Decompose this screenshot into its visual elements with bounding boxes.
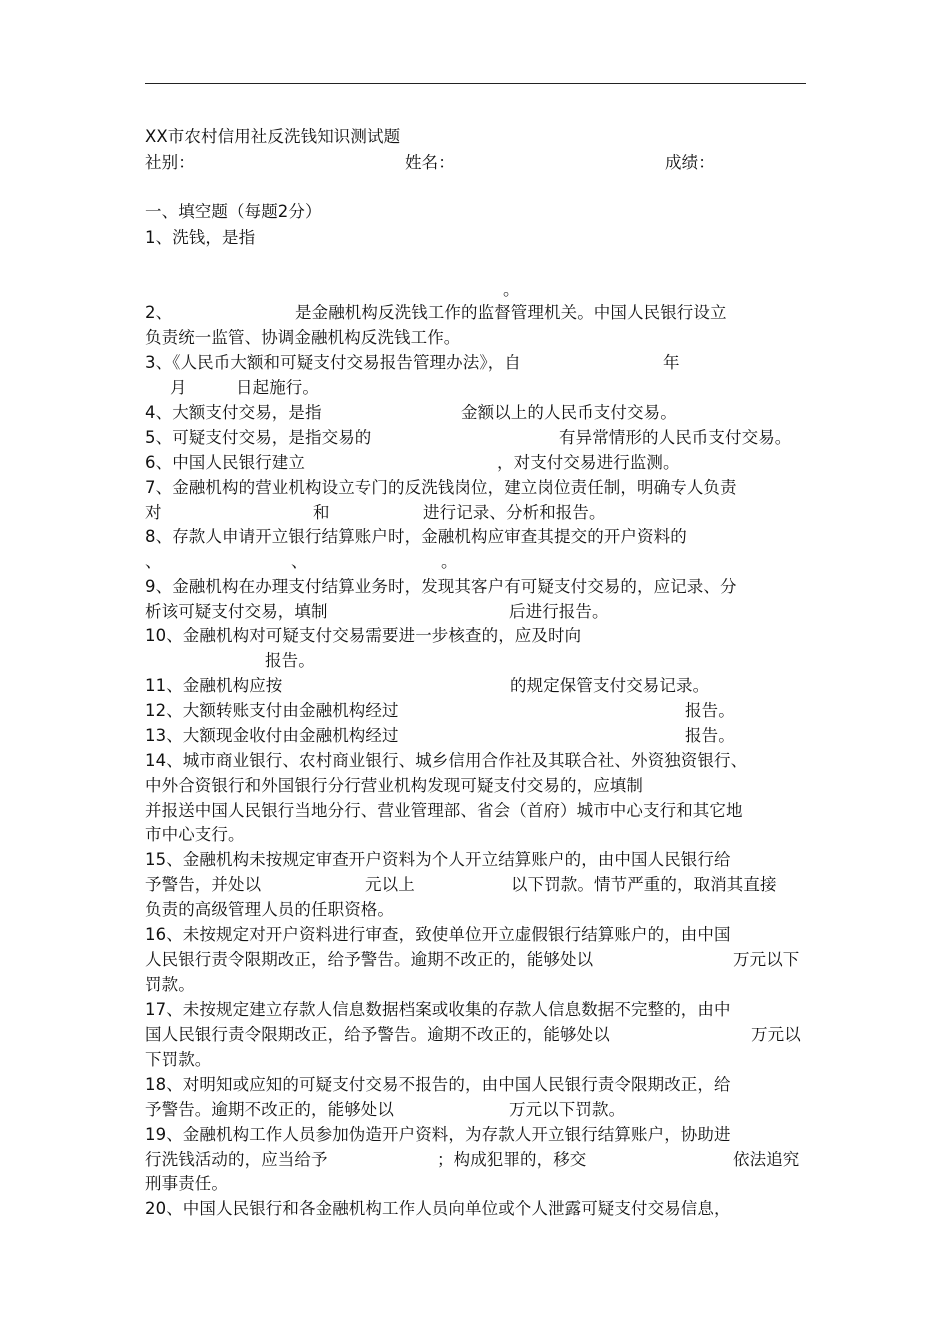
section-heading: [145, 199, 815, 224]
question-line: [145, 1097, 815, 1122]
question-line: [145, 425, 815, 450]
question-text: 国人民银行责令限期改正，给予警告。逾期不改正的，能够处以: [145, 1025, 610, 1044]
question-text: 1、洗钱，是指: [145, 228, 256, 247]
question-line: [145, 574, 815, 599]
score-label: 成绩：: [665, 153, 715, 172]
question-text: 析该可疑支付交易，填制: [145, 602, 328, 621]
question-line: [145, 822, 815, 847]
question-text: 万元以: [751, 1025, 801, 1044]
question-text: 4、大额支付交易，是指: [145, 403, 322, 422]
question-text: 和: [313, 503, 330, 522]
question-text: 年: [663, 353, 680, 372]
section-title: 一、填空题（每题2分）: [145, 202, 322, 221]
question-line: [145, 277, 815, 302]
question-text: 予警告。逾期不改正的，能够处以: [145, 1100, 394, 1119]
question-text: 依法追究: [733, 1150, 800, 1169]
question-line: [145, 350, 815, 375]
question-text: 18、对明知或应知的可疑支付交易不报告的，由中国人民银行责令限期改正，给: [145, 1075, 731, 1094]
question-text: 万元以下罚款。: [509, 1100, 626, 1119]
question-line: [145, 400, 815, 425]
question-line: [145, 225, 815, 250]
question-line: [145, 922, 815, 947]
question-text: 万元以下: [733, 950, 800, 969]
doc-title: XX市农村信用社反洗钱知识测试题: [145, 127, 401, 146]
question-line: [145, 1047, 815, 1072]
question-text: 负责统一监管、协调金融机构反洗钱工作。: [145, 328, 461, 347]
question-text: 月: [170, 378, 187, 397]
question-line: [145, 847, 815, 872]
question-text: 罚款。: [145, 975, 195, 994]
question-line: [145, 698, 815, 723]
question-line: [145, 872, 815, 897]
question-line: [145, 524, 815, 549]
name-label: 姓名：: [405, 153, 455, 172]
question-text: 13、大额现金收付由金融机构经过: [145, 726, 399, 745]
question-line: [145, 947, 815, 972]
question-text: ，对支付交易进行监测。: [497, 453, 680, 472]
doc-title-line: [145, 124, 815, 149]
question-text: 20、中国人民银行和各金融机构工作人员向单位或个人泄露可疑支付交易信息，: [145, 1199, 731, 1218]
question-line: [145, 500, 815, 525]
question-line: [145, 748, 815, 773]
question-text: 是金融机构反洗钱工作的监督管理机关。中国人民银行设立: [295, 303, 727, 322]
question-text: 的规定保管支付交易记录。: [510, 676, 710, 695]
question-text: 报告。: [265, 651, 315, 670]
question-text: 17、未按规定建立存款人信息数据档案或收集的存款人信息数据不完整的，由中: [145, 1000, 731, 1019]
question-line: [145, 599, 815, 624]
question-line: [145, 549, 815, 574]
question-text: 元以上: [365, 875, 415, 894]
question-text: 以下罚款。情节严重的，取消其直接: [511, 875, 777, 894]
question-line: [145, 325, 815, 350]
question-line: [145, 1122, 815, 1147]
question-line: [145, 723, 815, 748]
question-text: 报告。: [685, 726, 735, 745]
question-line: [145, 997, 815, 1022]
question-line: [145, 623, 815, 648]
header-fields: [145, 150, 815, 175]
question-line: [145, 897, 815, 922]
question-line: [145, 773, 815, 798]
question-text: 15、金融机构未按规定审查开户资料为个人开立结算账户的，由中国人民银行给: [145, 850, 731, 869]
question-text: 、: [291, 552, 308, 571]
question-text: 9、金融机构在办理支付结算业务时，发现其客户有可疑支付交易的，应记录、分: [145, 577, 737, 596]
question-text: 金额以上的人民币支付交易。: [461, 403, 677, 422]
question-text: 负责的高级管理人员的任职资格。: [145, 900, 394, 919]
question-text: 报告。: [685, 701, 735, 720]
branch-label: 社别：: [145, 153, 195, 172]
question-text: 、: [145, 552, 162, 571]
question-text: 行洗钱活动的，应当给予: [145, 1150, 328, 1169]
question-line: [145, 300, 815, 325]
question-text: 2、: [145, 303, 173, 322]
question-text: 5、可疑支付交易，是指交易的: [145, 428, 372, 447]
question-text: 下罚款。: [145, 1050, 212, 1069]
question-line: [145, 475, 815, 500]
question-line: [145, 648, 815, 673]
question-text: 3、《人民币大额和可疑支付交易报告管理办法》，自: [145, 353, 521, 372]
question-text: 对: [145, 503, 162, 522]
question-line: [145, 1022, 815, 1047]
question-text: 6、中国人民银行建立: [145, 453, 305, 472]
question-line: [145, 1196, 815, 1221]
question-text: 刑事责任。: [145, 1174, 228, 1193]
question-text: 16、未按规定对开户资料进行审查，致使单位开立虚假银行结算账户的，由中国: [145, 925, 731, 944]
question-text: 。: [503, 280, 520, 299]
question-text: 后进行报告。: [509, 602, 609, 621]
question-text: 市中心支行。: [145, 825, 245, 844]
question-text: 14、城市商业银行、农村商业银行、城乡信用合作社及其联合社、外资独资银行、: [145, 751, 748, 770]
question-line: [145, 1147, 815, 1172]
question-text: 7、金融机构的营业机构设立专门的反洗钱岗位，建立岗位责任制，明确专人负责: [145, 478, 737, 497]
question-text: 中外合资银行和外国银行分行营业机构发现可疑支付交易的，应填制: [145, 776, 643, 795]
question-text: 12、大额转账支付由金融机构经过: [145, 701, 399, 720]
question-line: [145, 450, 815, 475]
question-text: 11、金融机构应按: [145, 676, 283, 695]
question-text: 8、存款人申请开立银行结算账户时，金融机构应审查其提交的开户资料的: [145, 527, 687, 546]
question-line: [145, 1072, 815, 1097]
question-text: 19、金融机构工作人员参加伪造开户资料，为存款人开立银行结算账户，协助进: [145, 1125, 731, 1144]
question-line: [145, 375, 815, 400]
question-line: [145, 972, 815, 997]
question-line: [145, 1171, 815, 1196]
question-text: ；构成犯罪的，移交: [437, 1150, 587, 1169]
question-text: 10、金融机构对可疑支付交易需要进一步核查的，应及时向: [145, 626, 582, 645]
question-line: [145, 673, 815, 698]
question-text: 并报送中国人民银行当地分行、营业管理部、省会（首府）城市中心支行和其它地: [145, 801, 743, 820]
question-text: 。: [441, 552, 458, 571]
question-text: 日起施行。: [236, 378, 319, 397]
header-rule: [145, 83, 806, 84]
question-line: [145, 798, 815, 823]
question-text: 进行记录、分析和报告。: [423, 503, 606, 522]
question-text: 有异常情形的人民币支付交易。: [559, 428, 792, 447]
question-text: 予警告，并处以: [145, 875, 262, 894]
question-text: 人民银行责令限期改正，给予警告。逾期不改正的，能够处以: [145, 950, 594, 969]
